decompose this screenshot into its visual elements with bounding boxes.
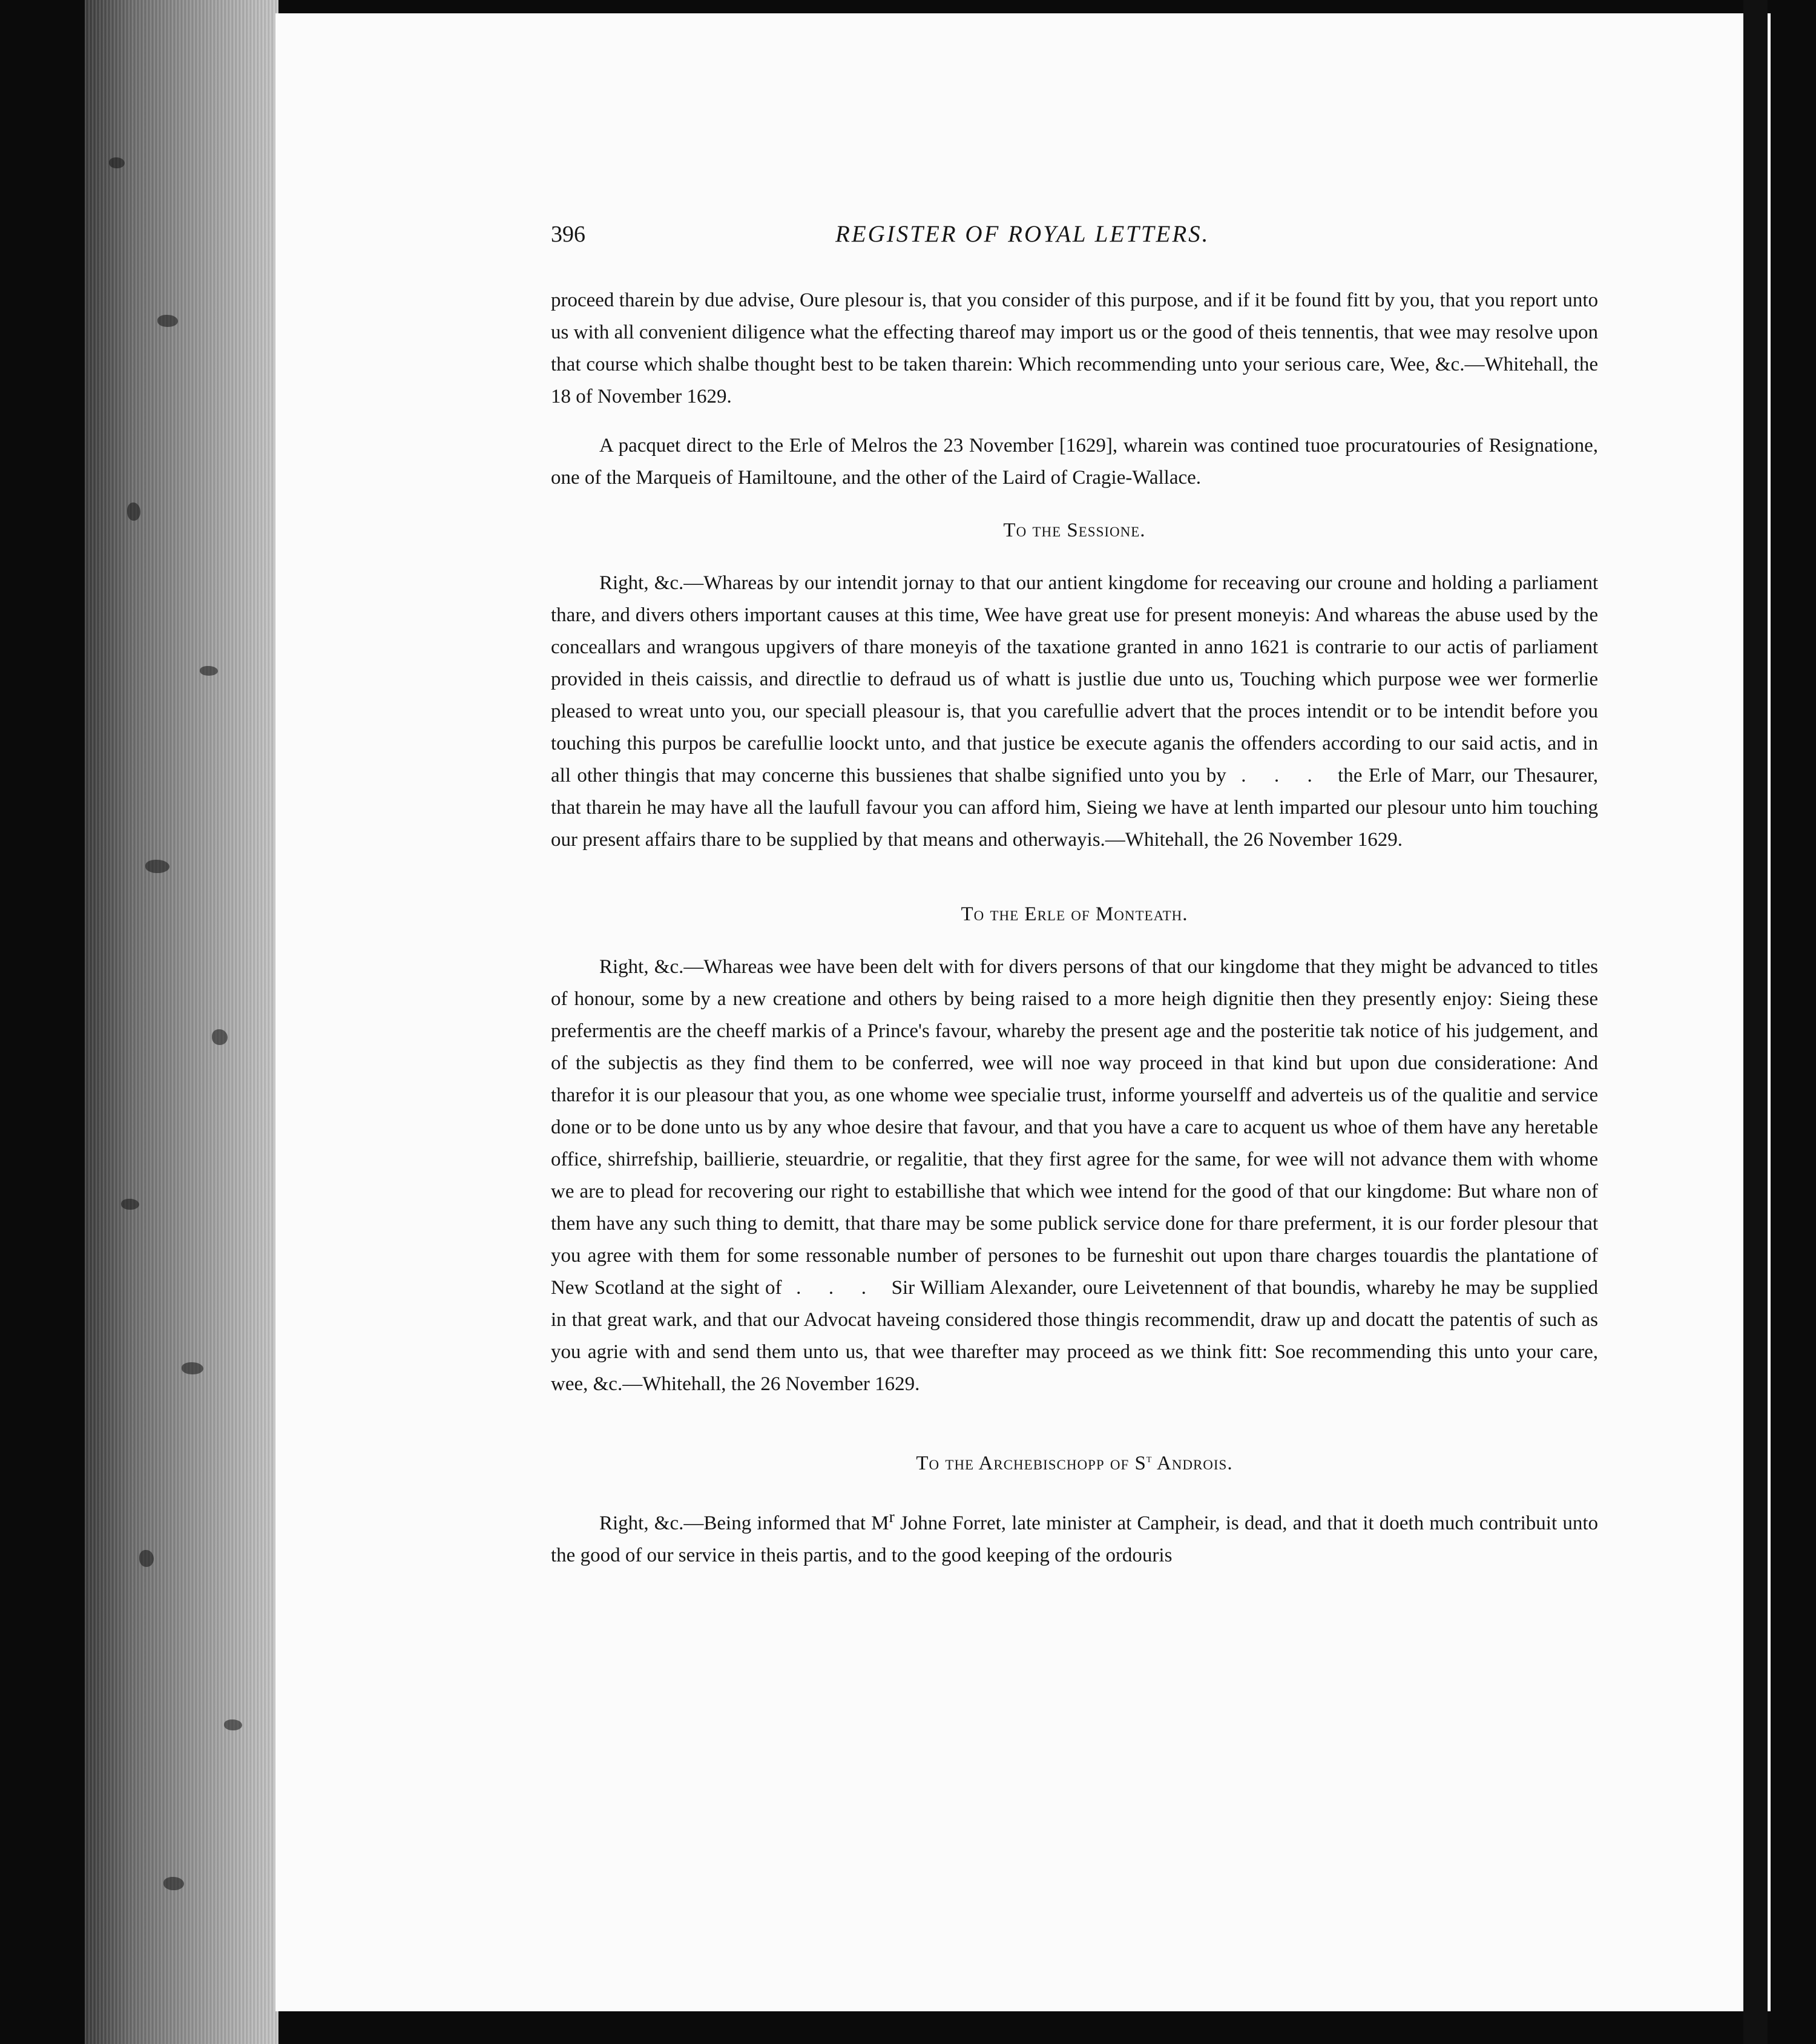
book-page-edges	[85, 0, 278, 2044]
paragraph-pacquet-note: A pacquet direct to the Erle of Melros the 23 November [1629], wharein was contined tuoe procuratouries of Resignatione, one of the Marqueis of Hamiltoune, and the other of the Laird of Cragie-Wallace.	[551, 435, 1598, 489]
heading-to-the-sessione: To the Sessione.	[1003, 519, 1146, 541]
letter-to-sessione-part1: Right, &c.—Whareas by our intendit jornay to that our antient kingdome for receaving our croune and holding a parliament thare, and divers others important causes at this time, Wee have great use for present moneyis: And whareas the abuse used by the conceallars and wrangous upgivers of thare moneyis of the taxatione granted in anno 1621 is contrarie to our actis of parliament provided in theis caissis, and directlie to defraud us of whatt is justlie due unto us, Touching which purpose wee wer formerlie pleased to wreat unto you, our speciall pleasour is, that you carefullie advert that the proces intendit or to be intendit before you touching this purpos be carefullie loockt unto, and that justice be execute aganis the offenders according to our said actis, and in all other thingis that may concerne this bussienes that shalbe signified unto you by	[551, 572, 1598, 786]
letter-to-monteath	[551, 951, 1598, 1400]
letter-archebischopp-sup: r	[889, 1507, 895, 1526]
heading-archebischopp-pre: To the Archebischopp of S	[916, 1452, 1147, 1474]
letter-to-sessione-part2: the Erle of Marr, our Thesaurer, that tharein he may have all the laufull favour you can afford him, Sieing we have at lenth imparted our plesour unto him touching our present affairs thare to be supplied by that means and otherwayis.—Whitehall, the 26 November 1629.	[551, 765, 1599, 851]
letter-to-archebischopp	[551, 1500, 1598, 1572]
right-page-gutter	[1743, 0, 1768, 2044]
heading-to-the-archebischopp	[551, 1443, 1598, 1480]
heading-archebischopp-post: Androis.	[1152, 1452, 1233, 1474]
letter-archebischopp-post: Johne Forret, late minister at Campheir, is dead, and that it doeth much contribuit unto the good of our service in theis partis, and to the good keeping of the ordouris	[551, 1512, 1598, 1566]
paragraph-continuation: proceed tharein by due advise, Oure plesour is, that you consider of this purpose, and if it be found fitt by you, that you report unto us with all convenient diligence what the effecting thareof may import us or the good of theis tennentis, that wee may resolve upon that course which shalbe thought best to be taken tharein: Which recommending unto your serious care, Wee, &c.—Whitehall, the 18 of November 1629.	[551, 289, 1598, 407]
letter-archebischopp-pre: Right, &c.—Being informed that M	[599, 1512, 889, 1534]
letter-to-monteath-part1: Right, &c.—Whareas wee have been delt with for divers persons of that our kingdome that they might be advanced to titles of honour, some by a new creatione and others by being raised to a more heigh dignitie then they presently enjoy: Sieing these prefermentis are the cheeff markis of a Prince's favour, whareby the present age and the posteritie tak notice of his judgement, and of the subjectis as they find them to be conferred, wee will noe way proceed in that kind but upon due consideratione: And tharefor it is our pleasour that you, as one whome wee specialie trust, informe yourselff and adverteis us of the qualitie and service done or to be done unto us by any whoe desire that favour, and that you have a care to acquent us whoe of them have any heretable office, shirrefship, baillierie, steuardrie, or regalitie, that they first agree for the same, for wee will not advance them with whome we are to plead for recovering our right to estabillishe that which wee intend for the good of that our kingdome: But whare non of them have any such thing to demitt, that thare may be some publick service done for thare preferment, it is our forder plesour that you agree with them for some ressonable number of persones to be furneshit out upon thare charges touardis the plantatione of New Scotland at the sight of	[551, 956, 1598, 1299]
ellipsis-gap: . . .	[1241, 765, 1323, 786]
heading-to-the-erle-of-monteath: To the Erle of Monteath.	[961, 903, 1188, 925]
heading-archebischopp-sup: t	[1146, 1452, 1153, 1465]
page-content	[551, 218, 1598, 1572]
running-title: REGISTER OF ROYAL LETTERS.	[835, 221, 1210, 247]
letter-to-sessione	[551, 567, 1598, 856]
letter-to-monteath-part2: Sir William Alexander, oure Leivetennent of that boundis, whareby he may be supplied in that great wark, and that our Advocat haveing considered those thingis recommendit, draw up and docatt the patentis of such as you agrie with and send them unto us, that wee tharefter may proceed as we think fitt: Soe recommending this unto your care, wee, &c.—Whitehall, the 26 November 1629.	[551, 1277, 1599, 1395]
ellipsis-gap: . . .	[796, 1277, 878, 1299]
running-head	[551, 218, 1598, 260]
page-number: 396	[551, 222, 585, 247]
